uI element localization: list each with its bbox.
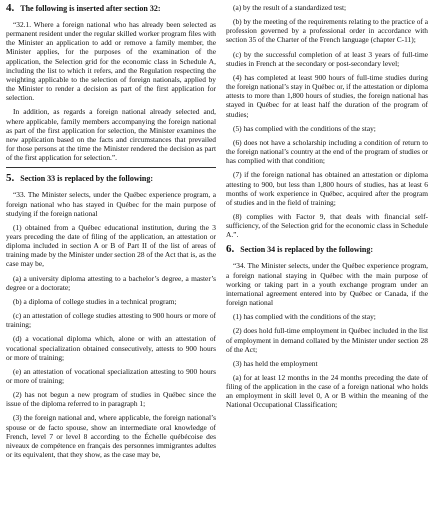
- section-32-1-paragraph-2: In addition, as regards a foreign national already selected and, where applicable, family members accompanying the foreign national as part of the first application for selection, the Minister examines the new application based on the facts and circumstances that prevailed for those persons at the time the Minister rendered the decision as part of the first application for selection.”.: [6, 107, 216, 163]
- section-33-item-7: (7) if the foreign national has obtained an attestation or diploma attesting to 900, but less than 1,800 hours of studies, has at least 6 months of work experience in Québec, acquired after the program of studies and in the field of training;: [226, 170, 428, 207]
- section-33-item-3b: (b) by the meeting of the requirements relating to the practice of a profession governed by a professional order in accordance with section 35 of the Charter of the French language (chapter C-11);: [226, 17, 428, 45]
- section-33-intro: “33. The Minister selects, under the Québec experience program, a foreign national who has stayed in Québec for the main purpose of studying if the foreign national: [6, 190, 216, 218]
- section-34-item-1: (1) has complied with the conditions of the stay;: [233, 312, 376, 322]
- section-33-item-6: (6) does not have a scholarship including a condition of return to the foreign national’s country at the end of the program of studies or has complied with that condition;: [226, 137, 428, 166]
- section-6-heading: [226, 244, 428, 255]
- section-33-item-3: (3) the foreign national and, where applicable, the foreign national’s spouse or de facto spouse, show an intermediate oral knowledge of French, level 7 or level 8 according to the Échelle québécoise des niveaux de compétence en français des personnes immigrantes adultes or its equivalent, that they show, as the case may be,: [6, 413, 216, 460]
- section-6-number: 6.: [226, 243, 235, 256]
- section-34-item-3: (3) has held the employment: [233, 358, 318, 368]
- section-5-heading: [6, 173, 216, 184]
- left-column: [6, 3, 216, 464]
- section-33-item-1c: (c) an attestation of college studies attesting to 900 hours or more of training;: [6, 311, 216, 330]
- section-4-heading: [6, 3, 216, 14]
- section-33-item-1: (1) obtained from a Québec educational institution, during the 3 years preceding the date of filing of the application, an attestation or diploma included in section A or B of Part II of the list of areas of training made by the Minister under section 28 of the Act that is, as the case may be,: [6, 222, 216, 269]
- section-4-number: 4.: [6, 2, 15, 14]
- section-32-1-paragraph-1: “32.1. Where a foreign national who has already been selected as permanent resident under the regular skilled worker program files with the Minister an application to add or remove a family member, the Minister applies, for the purposes of the examination of the application, the Selection grid for the economic class in Schedule A, including the list to which it refers, and the Regulation respecting the weighting applicable to the selection of foreign nationals, applied by the Minister to render a decision as part of the first application for selection.: [6, 20, 216, 103]
- section-33-item-4: (4) has completed at least 900 hours of full-time studies during the foreign national’s stay in Québec or, if the attestation or diploma attests to more than 1,800 hours of studies, the foreign national has stayed in Québec for at least half the duration of the program of studies;: [226, 72, 428, 119]
- section-34-intro: “34. The Minister selects, under the Québec experience program, a foreign national staying in Québec with the main purpose of working or taking part in a youth exchange program under an international agreement entered into by Québec or Canada, if the foreign national: [226, 261, 428, 308]
- section-33-item-5: (5) has complied with the conditions of the stay;: [233, 123, 376, 133]
- section-33-item-8: (8) complies with Factor 9, that deals with financial self-sufficiency, of the Selection grid for the economic class in Schedule A.”.: [226, 211, 428, 240]
- section-33-item-2: (2) has not begun a new program of studies in Québec since the issue of the diploma referred to in paragraph 1;: [6, 390, 216, 409]
- section-33-item-1b: (b) a diploma of college studies in a technical program;: [13, 296, 177, 306]
- section-33-item-3c: (c) by the successful completion of at least 3 years of full-time studies in French at the secondary or post-secondary level;: [226, 49, 428, 68]
- section-33-item-1d: (d) a vocational diploma which, alone or with an attestation of vocational specialization obtained consecutively, attests to 900 hours or more of training;: [6, 334, 216, 362]
- section-divider: [6, 167, 216, 168]
- section-5-number: 5.: [6, 172, 15, 185]
- section-33-item-1a: (a) a university diploma attesting to a bachelor’s degree, a master’s degree or a doctorate;: [6, 273, 216, 292]
- section-34-item-3a: (a) for at least 12 months in the 24 months preceding the date of filing of the application in the case of a foreign national who holds an employment in skill level 0, A or B within the meaning of the National Occupational Classification;: [226, 373, 428, 410]
- section-34-item-2: (2) does hold full-time employment in Québec included in the list of employment in demand collated by the Minister under section 28 of the Act;: [226, 326, 428, 354]
- section-33-item-1e: (e) an attestation of vocational specialization attesting to 900 hours or more of training;: [6, 366, 216, 385]
- section-33-item-3a: (a) by the result of a standardized test;: [233, 3, 347, 12]
- section-4-title: The following is inserted after section 32:: [20, 4, 161, 13]
- section-6-title: Section 34 is replaced by the following:: [240, 245, 373, 255]
- right-column: [226, 3, 428, 415]
- section-5-title: Section 33 is replaced by the following:: [20, 174, 153, 184]
